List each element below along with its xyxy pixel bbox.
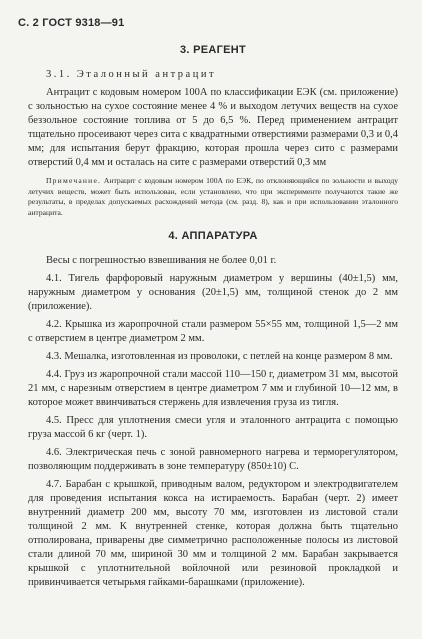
subsection-3-1-title: 3.1. Эталонный антрацит — [46, 69, 217, 80]
section-4-paragraph: 4.4. Груз из жаропрочной стали массой 110—150 г, диаметром 31 мм, высотой 21 мм, с нарезным отверстием в центре диаметром 7 мм и глубиной 10—12 мм, в которое может ввинчиваться стержень для извлечения груза из тигля. — [28, 369, 398, 409]
section-4-paragraph: 4.1. Тигель фарфоровый наружным диаметром у вершины (40±1,5) мм, наружным диаметром у основания (20±1,5) мм, толщиной стенок до 2 мм (приложение). — [28, 273, 398, 313]
section-4-paragraph: 4.5. Пресс для уплотнения смеси угля и эталонного антрацита с помощью груза массой 6 кг (черт. 1). — [28, 415, 398, 441]
section-4-paragraph: 4.6. Электрическая печь с зоной равномерного нагрева и терморегулятором, позволяющим поддерживать в зоне температуру (850±10) С. — [28, 447, 398, 473]
section-3-title: 3. РЕАГЕНТ — [179, 44, 247, 56]
section-4-paragraph: 4.2. Крышка из жаропрочной стали размером 55×55 мм, толщиной 1,5—2 мм с отверстием в центре диаметром 2 мм. — [28, 319, 398, 345]
note-lead: Примечание. — [46, 176, 102, 185]
section-3-paragraph: Антрацит с кодовым номером 100А по классификации ЕЭК (см. приложение) с зольностью на сухое состояние менее 4 % и выходом летучих веществ на сухое беззольное состояние топлива от 5 до 6,5 %. Перед применением антрацит тщательно просеивают через сита с квадратными отверстиями размерами 0,3 и 0,4 мм; для испытания берут фракцию, которая прошла через сито с размерами отверстий 0,4 мм и осталась на сите с размерами отверстий 0,3 мм — [28, 87, 398, 168]
section-4-paragraph: 4.3. Мешалка, изготовленная из проволоки, с петлей на конце размером 8 мм. — [46, 351, 393, 363]
page-header: С. 2 ГОСТ 9318—91 — [18, 17, 125, 29]
section-4-paragraph: Весы с погрешностью взвешивания не более 0,01 г. — [46, 255, 277, 267]
section-3-note — [28, 176, 398, 218]
document-body — [28, 44, 398, 594]
section-4-paragraph: 4.7. Барабан с крышкой, приводным валом, редуктором и электродвигателем для проведения испытания кокса на истираемость. Барабан (черт. 2) имеет внутренний диаметр 200 мм, высоту 70 мм, изготовлен из листовой стали толщиной 2 мм. К внутренней стенке, которая должна быть тщательно отполирована, приварены две симметрично расположенные полосы из листовой стали длиной 70 мм, шириной 30 мм и толщиной 2 мм. Барабан закрывается крышкой с уплотнительной войлочной или резиновой прокладкой и привинчивается четырьмя гайками-барашками (приложение). — [28, 479, 398, 589]
section-4-title: 4. АППАРАТУРА — [168, 230, 258, 243]
note-text: Антрацит с кодовым номером 100А по ЕЭК, по отклоняющийся по зольности и выходу летучих веществ, может быть использован, если установлено, что при эксперименте получаются такие же результаты, в пределах допускаемых расхождений метода (см. разд. 8), как и при использовании эталонного антрацита. — [28, 176, 398, 217]
